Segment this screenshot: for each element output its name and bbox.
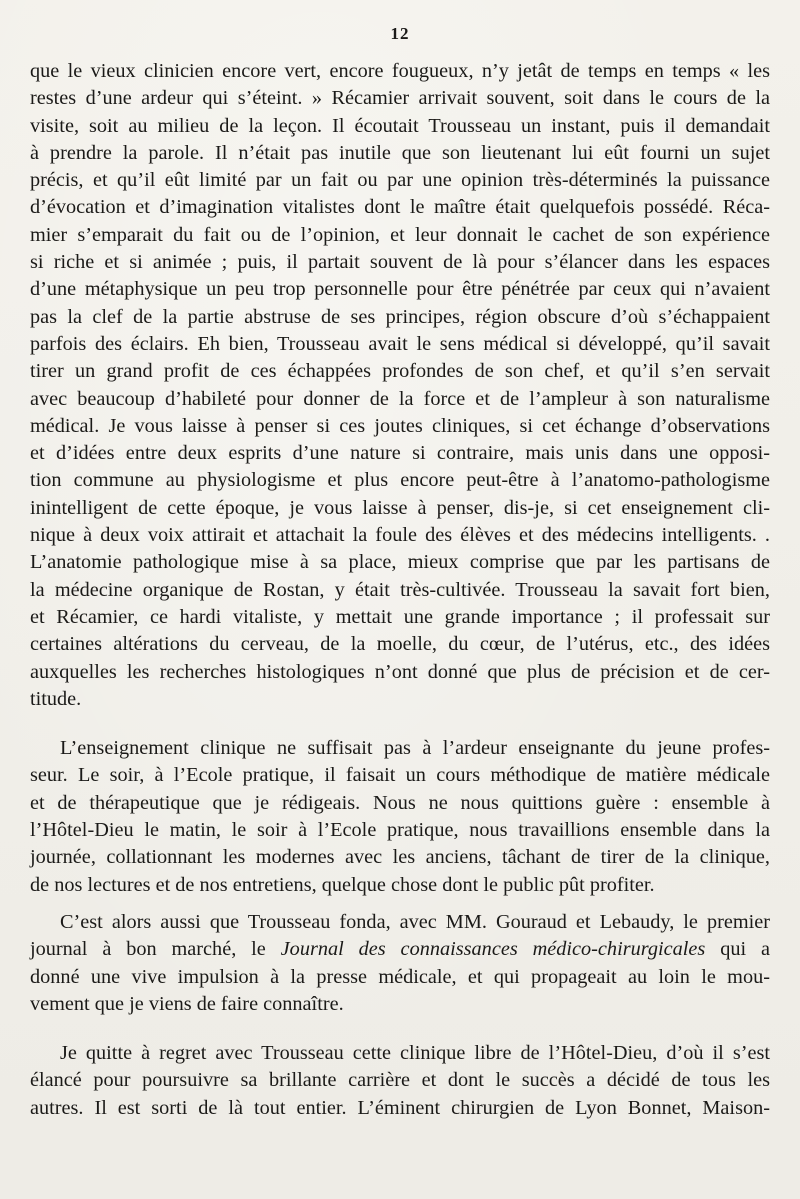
text-line: titude. bbox=[30, 687, 82, 710]
text-line: seur. Le soir, à l’Ecole pratique, il faisait un cours méthodique de matière médicale bbox=[30, 764, 770, 787]
journal-title: Journal des connaissances médico-chirurgicales bbox=[280, 938, 706, 961]
text-line: d’une métaphysique un peu trop personnelle pour être pénétrée par ceux qui n’avaient bbox=[30, 278, 770, 301]
text-line: élancé pour poursuivre sa brillante carrière et dont le succès a décidé de tous les bbox=[30, 1069, 770, 1092]
text-line: journée, collationnant les modernes avec les anciens, tâchant de tirer de la clinique, bbox=[30, 846, 770, 869]
paragraph-2 bbox=[30, 735, 770, 899]
text-line: d’évocation et d’imagination vitalistes dont le maître était quelquefois possédé. Réca- bbox=[30, 196, 770, 219]
text-line: nique à deux voix attirait et attachait la foule des élèves et des médecins intelligents. . bbox=[30, 524, 770, 547]
text-segment: qui a bbox=[705, 938, 771, 961]
text-line: Je quitte à regret avec Trousseau cette clinique libre de l’Hôtel-Dieu, d’où il s’est bbox=[60, 1042, 770, 1065]
paragraph-spacer bbox=[30, 1018, 770, 1040]
paragraph-3 bbox=[30, 909, 770, 1018]
text-line: autres. Il est sorti de là tout entier. L’éminent chirurgien de Lyon Bonnet, Maison- bbox=[30, 1096, 770, 1119]
text-line: et de thérapeutique que je rédigeais. Nous ne nous quittions guère : ensemble à bbox=[30, 791, 770, 814]
text-line: certaines altérations du cerveau, de la moelle, du cœur, de l’utérus, etc., des idées bbox=[30, 633, 770, 656]
text-line: de nos lectures et de nos entretiens, quelque chose dont le public pût profiter. bbox=[30, 873, 655, 896]
text-line: L’anatomie pathologique mise à sa place, mieux comprise que par les partisans de bbox=[30, 551, 770, 574]
text-line: inintelligent de cette époque, je vous laisse à penser, dis-je, si cet enseignement cli- bbox=[30, 496, 770, 519]
text-line: tirer un grand profit de ces échappées profondes de son chef, et qu’il s’en servait bbox=[30, 360, 770, 383]
paragraph-4 bbox=[30, 1040, 770, 1122]
text-line: à prendre la parole. Il n’était pas inutile que son lieutenant lui eût fourni un sujet bbox=[30, 141, 770, 164]
text-segment: journal à bon marché, le bbox=[30, 938, 281, 961]
text-line: médical. Je vous laisse à penser si ces joutes cliniques, si cet échange d’observations bbox=[30, 414, 770, 437]
text-line: pas la clef de la partie abstruse de ses principes, région obscure d’où s’échappaient bbox=[30, 305, 770, 328]
text-line: mier s’emparait du fait ou de l’opinion, et leur donnait le cachet de son expérience bbox=[30, 223, 770, 246]
text-line: L’enseignement clinique ne suffisait pas à l’ardeur enseignante du jeune profes- bbox=[60, 737, 770, 760]
text-line: tion commune au physiologisme et plus encore peut-être à l’anatomo-pathologisme bbox=[30, 469, 770, 492]
text-line: et d’idées entre deux esprits d’une nature si contraire, mais unis dans une opposi- bbox=[30, 442, 770, 465]
text-line: C’est alors aussi que Trousseau fonda, avec MM. Gouraud et Lebaudy, le premier bbox=[60, 910, 770, 933]
text-line: que le vieux clinicien encore vert, encore fougueux, n’y jetât de temps en temps « les bbox=[30, 60, 770, 82]
text-line: l’Hôtel-Dieu le matin, le soir à l’Ecole pratique, nous travaillions ensemble dans la bbox=[30, 819, 770, 842]
page-number: 12 bbox=[390, 24, 410, 43]
paragraph-1 bbox=[30, 58, 770, 713]
paragraph-spacer bbox=[30, 713, 770, 735]
text-line: avec beaucoup d’habileté pour donner de la force et de l’ampleur à son naturalisme bbox=[30, 387, 770, 410]
text-line: restes d’une ardeur qui s’éteint. » Récamier arrivait souvent, soit dans le cours de la bbox=[30, 87, 770, 110]
text-line bbox=[30, 936, 770, 963]
text-line: précis, et qu’il eût limité par un fait ou par une opinion très-déterminés la puissance bbox=[30, 169, 770, 192]
text-line: vement que je viens de faire connaître. bbox=[30, 992, 344, 1015]
text-line: donné une vive impulsion à la presse médicale, et qui propageait au loin le mou- bbox=[30, 965, 770, 988]
text-line: parfois des éclairs. Eh bien, Trousseau avait le sens médical si développé, qu’il savait bbox=[30, 332, 770, 355]
text-line: si riche et si animée ; puis, il partait souvent de là pour s’élancer dans les espaces bbox=[30, 251, 770, 274]
text-line: visite, soit au milieu de la leçon. Il écoutait Trousseau un instant, puis il demandait bbox=[30, 114, 770, 137]
text-line: auxquelles les recherches histologiques n’ont donné que plus de précision et de cer- bbox=[30, 660, 770, 683]
text-line: la médecine organique de Rostan, y était très-cultivée. Trousseau la savait fort bien, bbox=[30, 578, 770, 601]
text-line: et Récamier, ce hardi vitaliste, y mettait une grande importance ; il professait sur bbox=[30, 605, 770, 628]
paragraph-spacer bbox=[30, 899, 770, 909]
